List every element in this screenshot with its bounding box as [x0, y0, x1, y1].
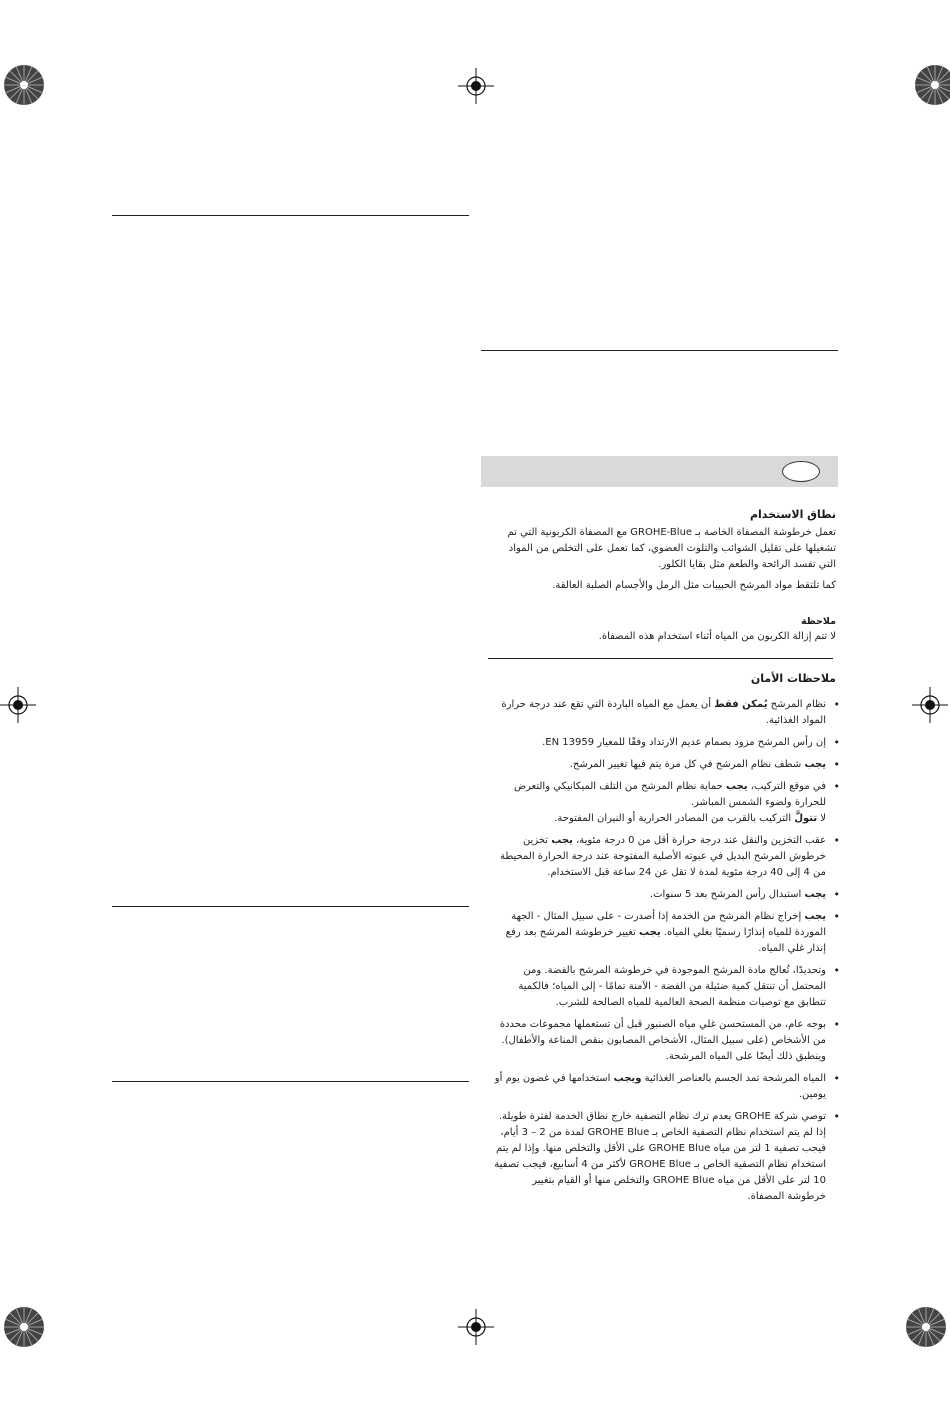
safety-item-text: حماية نظام المرشح من التلف الميكانيكي والتعرض للحرارة ولضوء الشمس المباشر.: [513, 781, 826, 808]
safety-item-emphasis: يجب: [551, 835, 573, 846]
safety-item-emphasis: يجب: [725, 781, 748, 792]
safety-item-text: إخراج نظام المرشح من الخدمة إذا أصدرت - على سبيل المثال - الجهة الموردة للمياه إنذارًا رسميًا بغلي المياه.: [511, 911, 826, 938]
safety-item-text: وتحديدًا، تُعالج مادة المرشح الموجودة في خرطوشة المرشح بالفضة. ومن المحتمل أن تنتقل كمية ضئيلة من الفضة - الآمنة تمامًا - إلى المياه؛ فالكمية تتطابق مع توصيات منظمة الصحة العالمية للمياه الصالحة للشرب.: [518, 965, 826, 1008]
safety-item-text: أن يعمل مع المياه الباردة التي تقع عند درجة حرارة المواد الغذائية.: [501, 699, 826, 726]
safety-item: [494, 697, 840, 729]
safety-item-emphasis: يُمكن فقط: [714, 699, 768, 710]
crosshair-left-middle-icon: [0, 687, 36, 723]
safety-item: [494, 757, 840, 773]
right-column-top-rule: [481, 350, 838, 351]
safety-item-emphasis: تتولَّ: [794, 813, 818, 824]
safety-item-text: بوجه عام، من المستحسن غلي مياه الصنبور قبل أن تستعملها مجموعات محددة من الأشخاص (على سبيل المثال، الأشخاص المصابون بنقص المناعة والأطفال). وينطبق ذلك أيضًا على المياه المرشحة.: [499, 1019, 826, 1062]
scope-heading: نطاق الاستخدام: [749, 508, 836, 521]
safety-item: [494, 887, 840, 903]
safety-item-emphasis: يجب: [804, 911, 826, 922]
safety-item-emphasis: يجب: [804, 759, 826, 770]
safety-item-text: توصي شركة GROHE بعدم ترك نظام التصفية خارج نطاق الخدمة لفترة طويلة. إذا لم يتم استخدام نظام التصفية الخاص بـ GROHE Blue لمدة من 2 – 3 أيام، فيجب تصفية 1 لتر من مياه GROHE Blue على الأقل والتخلص منها. وإذا لم يتم استخدام نظام التصفية الخاص بـ GROHE Blue لأكثر من 4 أسابيع، فيجب تصفية 10 لتر على الأقل من مياه GROHE Blue والتخلص منها أو القيام بتغيير خرطوشة المصفاة.: [494, 1111, 826, 1202]
safety-item-emphasis: ويجب: [613, 1073, 642, 1084]
note-text: لا تتم إزالة الكربون من المياه أثناء استخدام هذه المصفاة.: [598, 631, 836, 642]
safety-item-text: التركيب بالقرب من المصادر الحرارية أو النيران المفتوحة.: [554, 813, 795, 824]
safety-item-text: إن رأس المرشح مزود بصمام عديم الارتداد وفقًا للمعيار EN 13959.: [542, 737, 826, 748]
safety-item: [494, 1109, 840, 1205]
language-badge-oval: [782, 461, 820, 482]
registration-rosette-top-right-icon: [913, 63, 950, 107]
crosshair-right-middle-icon: [912, 687, 948, 723]
safety-item-text: المياه المرشحة تمد الجسم بالعناصر الغذائية: [641, 1073, 826, 1084]
safety-heading: ملاحظات الأمان: [750, 672, 836, 685]
safety-item: [494, 1071, 840, 1103]
safety-item-text: عقب التخزين والنقل عند درجة حرارة أقل من 0 درجة مئوية،: [572, 835, 826, 846]
safety-notes-list: [494, 697, 840, 1211]
left-column-rule-1: [112, 215, 469, 216]
registration-rosette-bottom-right-icon: [904, 1305, 948, 1349]
safety-item-text: شطف نظام المرشح في كل مرة يتم فيها تغيير المرشح.: [569, 759, 805, 770]
safety-item-text: استبدال رأس المرشح بعد 5 سنوات.: [649, 889, 805, 900]
safety-item: [494, 779, 840, 827]
safety-item-emphasis: يجب: [804, 889, 826, 900]
registration-rosette-bottom-left-icon: [2, 1305, 46, 1349]
crosshair-bottom-center-icon: [458, 1309, 494, 1345]
safety-item: [494, 1017, 840, 1065]
safety-item: [494, 909, 840, 957]
safety-item: [494, 735, 840, 751]
left-column-rule-2: [112, 906, 469, 907]
scope-paragraph-2: كما تلتقط مواد المرشح الحبيبات مثل الرمل والأجسام الصلبة العالقة.: [552, 580, 836, 591]
safety-item-emphasis: يجب: [639, 927, 661, 938]
registration-rosette-top-left-icon: [2, 63, 46, 107]
safety-item: [494, 833, 840, 881]
scope-paragraph-1: تعمل خرطوشة المصفاة الخاصة بـ GROHE-Blue مع المصفاة الكربونية التي تم تشغيلها على تقليل الشوائب والتلوث العضوي، كما تعمل على التخلص من المواد التي تفسد الرائحة والطعم مثل بقايا الكلور.: [507, 527, 836, 570]
safety-item-text: تغيير خرطوشة المرشح بعد رفع إنذار غلي المياه.: [505, 927, 826, 954]
note-heading: ملاحظة: [801, 616, 836, 627]
safety-item-text: نظام المرشح: [767, 699, 826, 710]
safety-item-text: تخزين خرطوش المرشح البديل في عبوته الأصلية المفتوحة عند درجة الحرارة المحيطة من 4 إلى 40 درجة مئوية لمدة لا تقل عن 24 ساعة قبل الاستخدام.: [499, 835, 826, 878]
crosshair-top-center-icon: [458, 68, 494, 104]
safety-item-text: في موقع التركيب،: [747, 781, 826, 792]
safety-divider-rule: [488, 658, 833, 659]
safety-item-text: استخدامها في غضون يوم أو يومين.: [494, 1073, 826, 1100]
safety-item: [494, 963, 840, 1011]
left-column-rule-3: [112, 1081, 469, 1082]
safety-item-text: لا: [817, 813, 826, 824]
